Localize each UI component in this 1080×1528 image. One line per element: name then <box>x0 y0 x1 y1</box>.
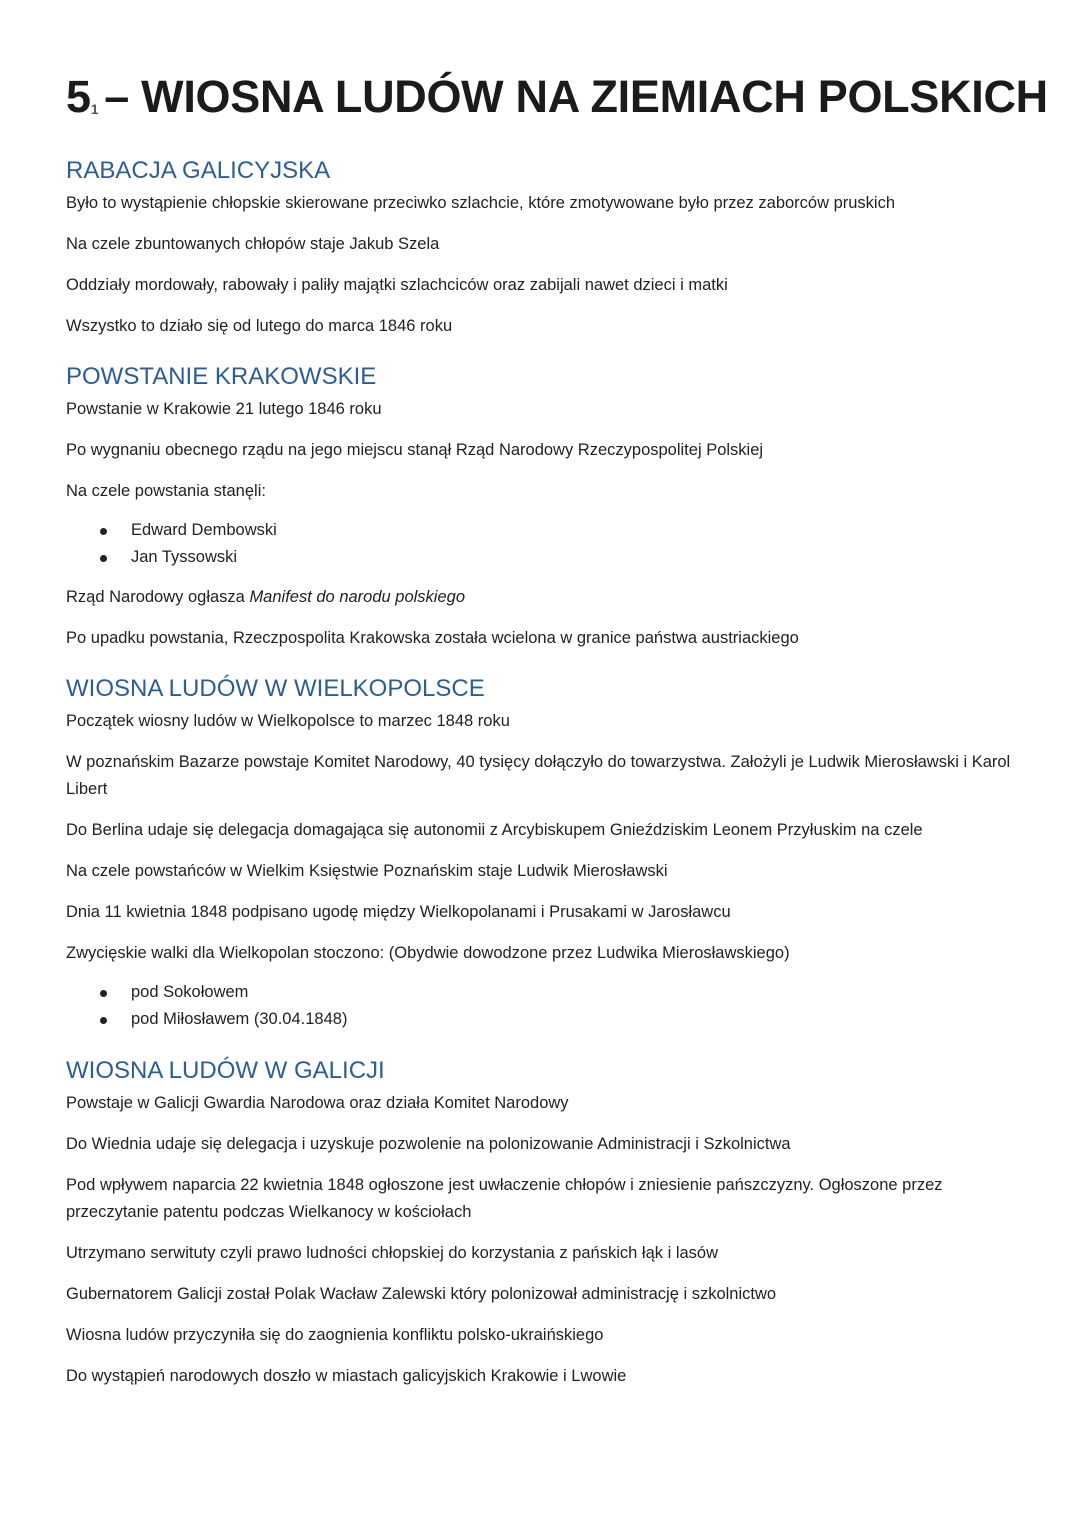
page-title <box>66 68 1048 136</box>
paragraph: Powstanie w Krakowie 21 lutego 1846 roku <box>66 400 382 418</box>
list-item <box>66 979 1016 1006</box>
paragraph: Do wystąpień narodowych doszło w miastach galicyjskich Krakowie i Lwowie <box>66 1367 627 1385</box>
bullet-icon <box>100 528 107 535</box>
title-text: – WIOSNA LUDÓW NA ZIEMIACH POLSKICH <box>104 71 1048 122</box>
paragraph: Gubernatorem Galicji został Polak Wacław Zalewski który polonizował administrację i szkolnictwo <box>66 1285 777 1303</box>
paragraph: Dnia 11 kwietnia 1848 podpisano ugodę między Wielkopolanami i Prusakami w Jarosławcu <box>66 903 731 921</box>
list-item <box>66 544 1016 571</box>
bullet-icon <box>100 990 107 997</box>
title-number: 5 <box>66 71 91 122</box>
section-heading: WIOSNA LUDÓW W WIELKOPOLSCE <box>66 675 485 702</box>
paragraph: Zwycięskie walki dla Wielkopolan stoczono: (Obydwie dowodzone przez Ludwika Mierosławskiego) <box>66 944 790 962</box>
paragraph: Oddziały mordowały, rabowały i paliły majątki szlachciców oraz zabijali nawet dzieci i matki <box>66 276 728 294</box>
title-subscript: 1 <box>90 101 99 117</box>
section-powstanie-krakowskie <box>66 362 1016 652</box>
paragraph: Powstaje w Galicji Gwardia Narodowa oraz działa Komitet Narodowy <box>66 1094 569 1112</box>
bullet-icon <box>100 555 107 562</box>
paragraph: Do Wiednia udaje się delegacja i uzyskuje pozwolenie na polonizowanie Administracji i Szkolnictwa <box>66 1135 791 1153</box>
paragraph: W poznańskim Bazarze powstaje Komitet Narodowy, 40 tysięcy dołączyło do towarzystwa. Założyli je Ludwik Mierosławski i Karol Libert <box>66 753 1011 798</box>
list-item-text: pod Miłosławem (30.04.1848) <box>131 1009 348 1028</box>
paragraph: Na czele powstania stanęli: <box>66 482 266 500</box>
paragraph: Było to wystąpienie chłopskie skierowane przeciwko szlachcie, które zmotywowane było przez zaborców pruskich <box>66 194 896 212</box>
paragraph: Po upadku powstania, Rzeczpospolita Krakowska została wcielona w granice państwa austriackiego <box>66 629 799 647</box>
paragraph: Do Berlina udaje się delegacja domagająca się autonomii z Arcybiskupem Gnieździskim Leonem Przyłuskim na czele <box>66 821 923 839</box>
list-item-text: Edward Dembowski <box>131 521 277 539</box>
paragraph-manifest <box>66 584 1016 611</box>
list-item-text: Jan Tyssowski <box>131 547 238 566</box>
section-heading: RABACJA GALICYJSKA <box>66 157 331 184</box>
list-item-text: pod Sokołowem <box>131 983 249 1001</box>
bullet-icon <box>100 1017 107 1024</box>
section-heading: POWSTANIE KRAKOWSKIE <box>66 363 377 390</box>
section-galicja <box>66 1056 1016 1390</box>
paragraph: Wiosna ludów przyczyniła się do zaognienia konfliktu polsko-ukraińskiego <box>66 1326 604 1344</box>
manifest-prefix: Rząd Narodowy ogłasza <box>66 588 250 606</box>
section-rabacja <box>66 156 1016 340</box>
paragraph: Wszystko to działo się od lutego do marca 1846 roku <box>66 317 453 335</box>
list-item <box>66 517 1016 544</box>
paragraph: Początek wiosny ludów w Wielkopolsce to marzec 1848 roku <box>66 712 510 730</box>
document-page <box>66 68 1048 1404</box>
section-wielkopolska <box>66 674 1016 1032</box>
manifest-title: Manifest do narodu polskiego <box>249 588 465 606</box>
paragraph: Utrzymano serwituty czyli prawo ludności chłopskiej do korzystania z pańskich łąk i lasów <box>66 1244 719 1262</box>
bullet-list <box>66 517 1016 570</box>
bullet-list <box>66 979 1016 1032</box>
paragraph: Na czele zbuntowanych chłopów staje Jakub Szela <box>66 235 440 253</box>
paragraph: Po wygnaniu obecnego rządu na jego miejscu stanął Rząd Narodowy Rzeczypospolitej Polskiej <box>66 441 764 459</box>
paragraph: Pod wpływem naparcia 22 kwietnia 1848 ogłoszone jest uwłaczenie chłopów i zniesienie pańszczyzny. Ogłoszone przez przeczytanie patentu podczas Wielkanocy w kościołach <box>66 1176 943 1221</box>
section-heading: WIOSNA LUDÓW W GALICJI <box>66 1057 385 1084</box>
list-item <box>66 1006 1016 1033</box>
paragraph: Na czele powstańców w Wielkim Księstwie Poznańskim staje Ludwik Mierosławski <box>66 862 668 880</box>
